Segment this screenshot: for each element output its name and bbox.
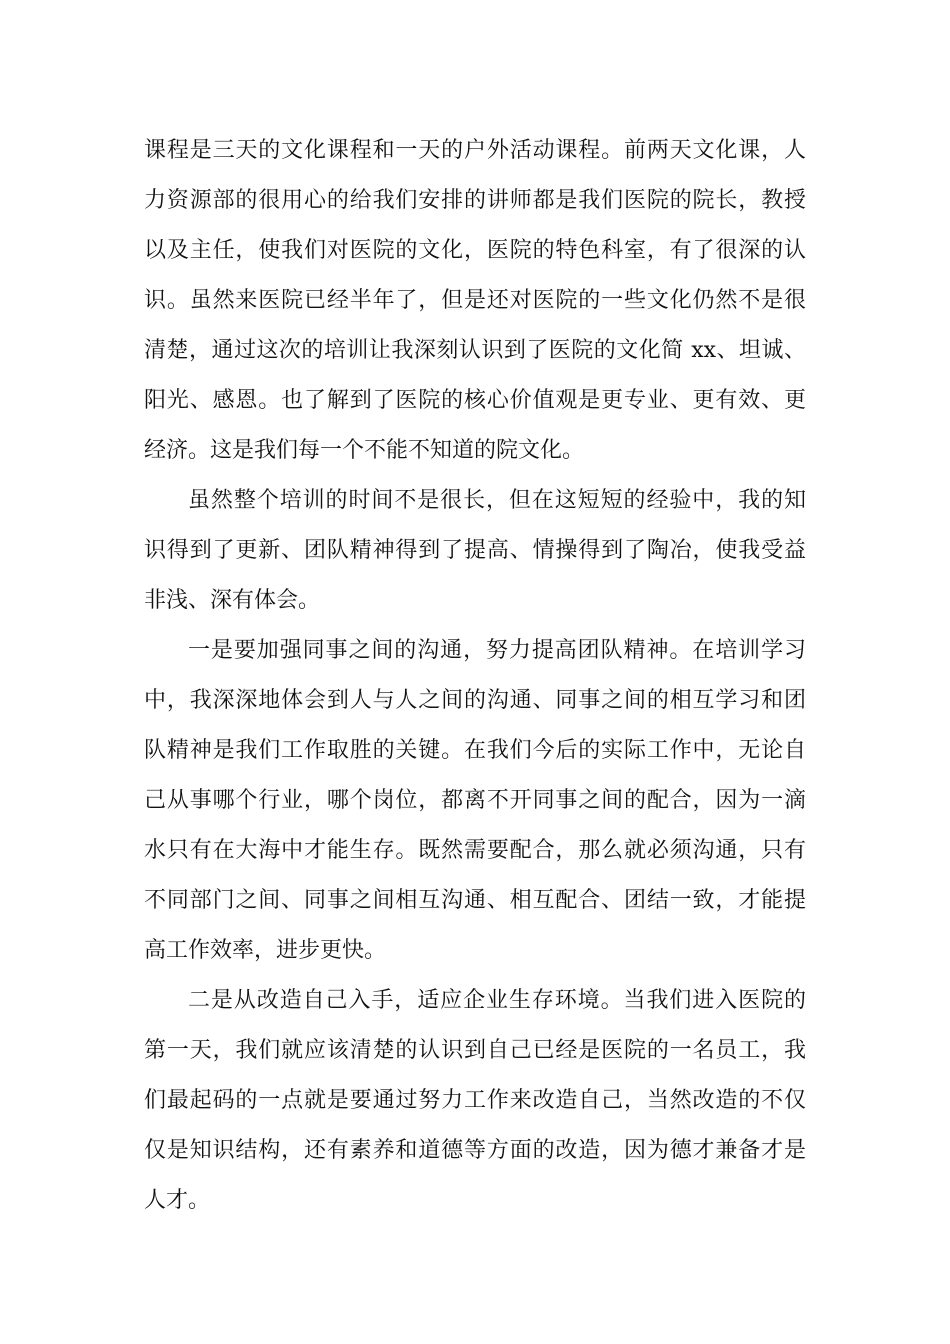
text-line: 阳光、感恩。也了解到了医院的核心价值观是更专业、更有效、更 <box>144 388 806 413</box>
text-line: 识。虽然来医院已经半年了，但是还对医院的一些文化仍然不是很 <box>144 288 806 313</box>
text-line: 仅是知识结构，还有素养和道德等方面的改造，因为德才兼备才是 <box>144 1138 806 1163</box>
text-line: 人才。 <box>144 1188 211 1213</box>
text-line: 高工作效率，进步更快。 <box>144 938 387 963</box>
text-line: 中，我深深地体会到人与人之间的沟通、同事之间的相互学习和团 <box>144 688 806 713</box>
text-line: 以及主任，使我们对医院的文化，医院的特色科室，有了很深的认 <box>144 238 806 263</box>
text-line: 二是从改造自己入手，适应企业生存环境。当我们进入医院的 <box>188 988 806 1013</box>
text-line: 水只有在大海中才能生存。既然需要配合，那么就必须沟通，只有 <box>144 838 806 863</box>
text-line: 己从事哪个行业，哪个岗位，都离不开同事之间的配合，因为一滴 <box>144 788 806 813</box>
text-line: 课程是三天的文化课程和一天的户外活动课程。前两天文化课，人 <box>144 138 806 163</box>
text-line: 非浅、深有体会。 <box>144 588 321 613</box>
text-line: 力资源部的很用心的给我们安排的讲师都是我们医院的院长，教授 <box>144 188 806 213</box>
text-line: 经济。这是我们每一个不能不知道的院文化。 <box>144 438 585 463</box>
text-line: 不同部门之间、同事之间相互沟通、相互配合、团结一致，才能提 <box>144 888 806 913</box>
text-line: 清楚，通过这次的培训让我深刻认识到了医院的文化简 xx、坦诚、 <box>144 338 806 363</box>
text-line: 队精神是我们工作取胜的关键。在我们今后的实际工作中，无论自 <box>144 738 806 763</box>
text-line: 识得到了更新、团队精神得到了提高、情操得到了陶冶，使我受益 <box>144 538 806 563</box>
text-line: 虽然整个培训的时间不是很长，但在这短短的经验中，我的知 <box>188 488 806 513</box>
text-line: 第一天，我们就应该清楚的认识到自己已经是医院的一名员工，我 <box>144 1038 806 1063</box>
text-line: 一是要加强同事之间的沟通，努力提高团队精神。在培训学习 <box>188 638 806 663</box>
text-line: 们最起码的一点就是要通过努力工作来改造自己，当然改造的不仅 <box>144 1088 806 1113</box>
